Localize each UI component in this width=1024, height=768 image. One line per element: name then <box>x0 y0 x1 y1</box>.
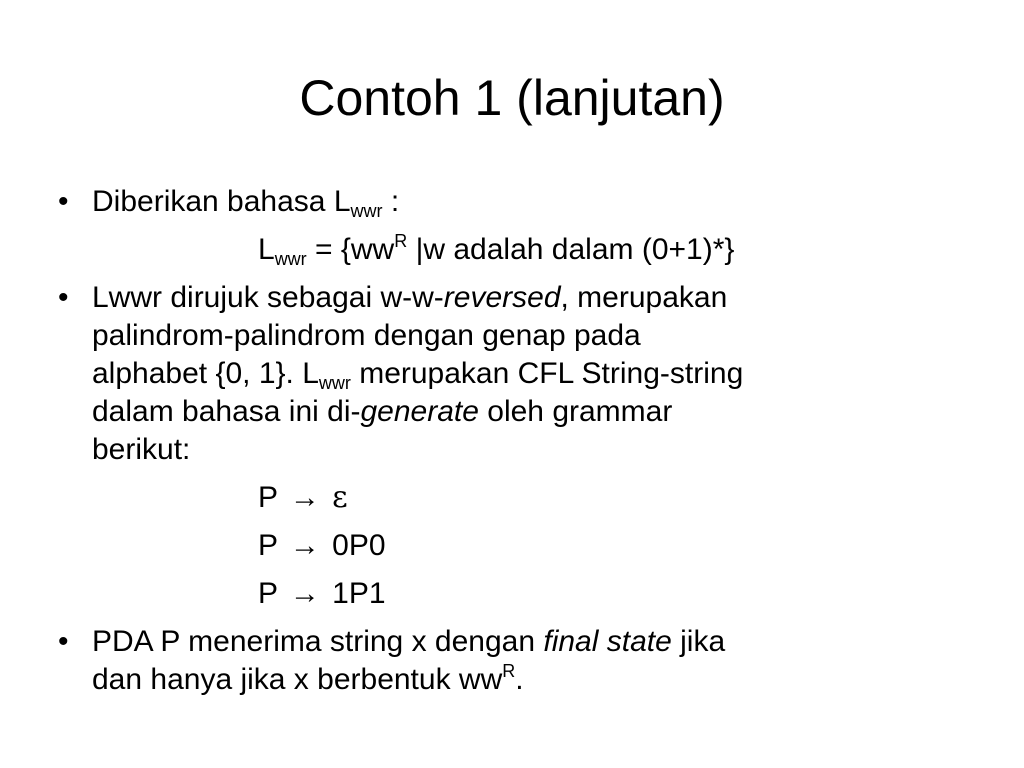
right-arrow-icon: → <box>289 529 320 562</box>
bullet-text: . <box>515 663 524 696</box>
bullet-text: merupakan CFL String-string <box>350 357 744 390</box>
bullet-text: , merupakan <box>560 281 728 314</box>
definition-lhs: L <box>258 233 275 266</box>
bullet-text: dan hanya jika x berbentuk ww <box>92 663 503 696</box>
bullet-text: PDA P menerima string x dengan <box>92 625 544 658</box>
production-rule <box>258 528 386 564</box>
bullet-marker: • <box>58 625 69 658</box>
bullet-text: jika <box>671 625 726 658</box>
production-lhs: P <box>258 577 278 610</box>
production-lhs: P <box>258 481 278 514</box>
bullet-text: Diberikan bahasa L <box>92 185 351 218</box>
bullet-description-line: palindrom-palindrom dengan genap pada <box>92 319 641 352</box>
language-definition <box>258 232 734 268</box>
subscript: wwr <box>350 201 383 221</box>
italic-term: generate <box>360 395 479 428</box>
superscript: R <box>394 231 408 251</box>
bullet-text: dalam bahasa ini di- <box>92 395 361 428</box>
italic-term: final state <box>543 625 672 658</box>
italic-term: reversed <box>443 281 561 314</box>
superscript: R <box>502 661 516 681</box>
bullet-text: oleh grammar <box>478 395 673 428</box>
production-rule <box>258 480 348 516</box>
bullet-description-line <box>92 280 727 316</box>
production-rhs: ε <box>332 480 348 515</box>
bullet-pda-line <box>92 624 725 660</box>
bullet-marker: • <box>58 185 69 218</box>
right-arrow-icon: → <box>289 481 320 514</box>
definition-eq: = {ww <box>306 233 395 266</box>
slide-title: Contoh 1 (lanjutan) <box>299 70 725 126</box>
bullet-pda-line <box>92 662 524 698</box>
production-rule <box>258 576 386 612</box>
bullet-description-line: berikut: <box>92 433 191 466</box>
production-rhs: 1P1 <box>332 577 386 610</box>
bullet-text: alphabet {0, 1}. L <box>92 357 319 390</box>
bullet-description-line <box>92 394 672 430</box>
right-arrow-icon: → <box>289 577 320 610</box>
bullet-text: Lwwr dirujuk sebagai w-w- <box>92 281 444 314</box>
definition-rest: |w adalah dalam (0+1)*} <box>407 233 735 266</box>
bullet-text: : <box>382 185 400 218</box>
bullet-description-line <box>92 356 743 392</box>
bullet-given-language <box>92 184 399 220</box>
production-rhs: 0P0 <box>332 529 386 562</box>
production-lhs: P <box>258 529 278 562</box>
bullet-marker: • <box>58 281 69 314</box>
subscript: wwr <box>274 249 307 269</box>
subscript: wwr <box>318 373 351 393</box>
